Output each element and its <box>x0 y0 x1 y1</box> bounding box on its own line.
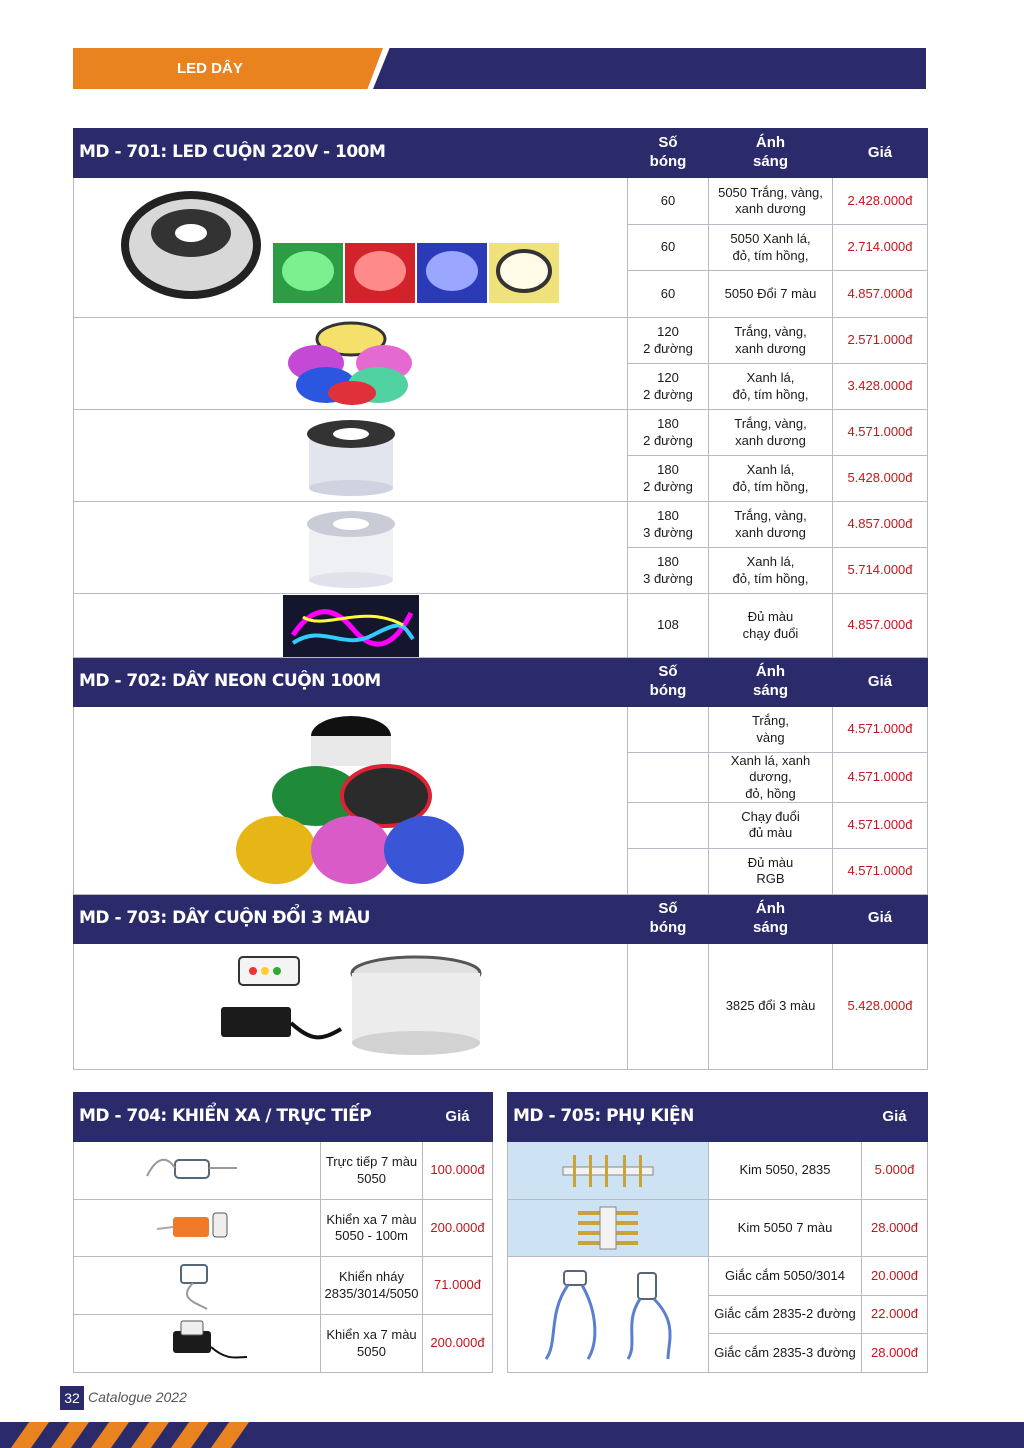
neon-reels-image <box>74 707 628 895</box>
three-color-reel-image <box>74 943 628 1069</box>
price: 71.000đ <box>423 1257 493 1315</box>
multicolor-reels-image <box>74 318 628 410</box>
section-header-bar <box>73 48 926 89</box>
price: 2.571.000đ <box>833 318 928 364</box>
table-row: Kim 5050 7 màu 28.000đ <box>508 1200 928 1257</box>
page-number: 32 <box>60 1386 84 1410</box>
price: 4.571.000đ <box>833 848 928 894</box>
table-row: 180 2 đường Xanh lá, đỏ, tím hồng, 5.428.000đ <box>74 456 928 502</box>
price: 3.428.000đ <box>833 364 928 410</box>
table-row: 3825 đổi 3 màu 5.428.000đ <box>74 943 928 1069</box>
md702-title: MD - 702: DÂY NEON CUỘN 100M <box>74 658 628 707</box>
price: 4.571.000đ <box>833 707 928 753</box>
price: 4.857.000đ <box>833 502 928 548</box>
md705-title: MD - 705: PHỤ KIỆN <box>508 1093 709 1142</box>
col-anh-sang: Ánh sáng <box>709 129 833 178</box>
price: 28.000đ <box>862 1334 928 1373</box>
table-row: 60 5050 Trắng, vàng, xanh dương 2.428.000đ <box>74 178 928 225</box>
price: 28.000đ <box>862 1200 928 1257</box>
price: 100.000đ <box>423 1142 493 1200</box>
catalogue-label: Catalogue 2022 <box>88 1389 187 1405</box>
table-row: Đủ màu RGB 4.571.000đ <box>74 848 928 894</box>
chasing-rope-light-image <box>74 594 628 658</box>
price: 5.428.000đ <box>833 943 928 1069</box>
connector-pins-image <box>508 1142 709 1200</box>
price: 5.714.000đ <box>833 548 928 594</box>
table-row: 180 3 đường Xanh lá, đỏ, tím hồng, 5.714.000đ <box>74 548 928 594</box>
md703-title: MD - 703: DÂY CUỘN ĐỔI 3 MÀU <box>74 894 628 943</box>
price: 200.000đ <box>423 1315 493 1373</box>
col-gia: Giá <box>833 129 928 178</box>
table-row: 120 2 đường Xanh lá, đỏ, tím hồng, 3.428.000đ <box>74 364 928 410</box>
table-row: Trực tiếp 7 màu 5050 100.000đ <box>74 1142 493 1200</box>
table-row: Giắc cắm 2835-3 đường 28.000đ <box>508 1334 928 1373</box>
price: 2.428.000đ <box>833 178 928 225</box>
table-row: 180 2 đường Trắng, vàng, xanh dương 4.571.000đ <box>74 410 928 456</box>
table-row: Khiển xa 7 màu 5050 200.000đ <box>74 1315 493 1373</box>
accessories-table: MD - 705: PHỤ KIỆN Giá Kim 5050, 2835 5.000đ Kim 5050 7 màu 28.000đ Giắc cắm 5050/3014 20.000đ Giắc cắm 2835-2 đường 22.000đ Giắc cắm 2835-3 đường 28.000đ <box>507 1092 928 1373</box>
price: 5.000đ <box>862 1142 928 1200</box>
price: 5.428.000đ <box>833 456 928 502</box>
table-row: 60 5050 Xanh lá, đỏ, tím hồng, 2.714.000đ <box>74 225 928 271</box>
led-strip-price-table: MD - 701: LED CUỘN 220V - 100M Số bóng Ánh sáng Giá 60 5050 Trắng, vàng, xanh dương 2.428.000đ 60 5050 Xanh lá, đỏ, tím hồng, 2.714.000đ 60 5050 Đổi 7 màu 4.857.000đ 120 2 đường Trắng, vàng, xanh dương 2.571.000đ 120 2 đường Xanh lá, đỏ, tím hồng, 3.428.000đ 180 2 đường Trắng, vàng, xanh dương 4.571.000đ 180 2 đường Xanh lá, đỏ, tím hồng, 5.428.000đ 180 3 đường Trắng, vàng, xanh dương 4.857.000đ 180 3 đường Xanh lá, đỏ, tím hồng, 5.714.000đ 108 Đủ màu chạy đuổi 4.857.000đ MD - 702: DÂY NEON CUỘN 100M Số bóng Ánh sáng Giá Trắng, vàng 4.571.000đ Xanh lá, xanh dương, đỏ, hồng 4.571.000đ Chạy đuổi đủ màu 4.571.000đ Đủ màu RGB 4.571.000đ MD - 703: DÂY CUỘN ĐỔI 3 MÀU Số bóng Ánh sáng Giá 3825 đổi 3 màu 5.428.000đ <box>73 128 928 1070</box>
table-row: Giắc cắm 2835-2 đường 22.000đ <box>508 1296 928 1334</box>
price: 4.571.000đ <box>833 802 928 848</box>
col-so-bong: Số bóng <box>628 129 709 178</box>
price: 200.000đ <box>423 1200 493 1257</box>
price: 4.857.000đ <box>833 271 928 318</box>
price: 4.857.000đ <box>833 594 928 658</box>
table-row: Khiển nháy 2835/3014/5050 71.000đ <box>74 1257 493 1315</box>
table-row: Chạy đuổi đủ màu 4.571.000đ <box>74 802 928 848</box>
double-row-reel-image <box>74 410 628 502</box>
section-title: LED DÂY <box>177 60 243 77</box>
table-row: 180 3 đường Trắng, vàng, xanh dương 4.857.000đ <box>74 502 928 548</box>
remote-controller-table: MD - 704: KHIỂN XA / TRỰC TIẾP Giá Trực tiếp 7 màu 5050 100.000đ Khiển xa 7 màu 5050 - 100m 200.000đ Khiển nháy 2835/3014/5050 71.000đ Khiển xa 7 màu 5050 200.000đ <box>73 1092 493 1373</box>
direct-controller-image <box>74 1142 321 1200</box>
remote-controller-image <box>74 1200 321 1257</box>
table-row: 108 Đủ màu chạy đuổi 4.857.000đ <box>74 594 928 658</box>
header-navy-band <box>373 48 926 89</box>
table-row: Giắc cắm 5050/3014 20.000đ <box>508 1257 928 1296</box>
table-row: Xanh lá, xanh dương, đỏ, hồng 4.571.000đ <box>74 753 928 803</box>
triple-row-reel-image <box>74 502 628 594</box>
rgb-pins-image <box>508 1200 709 1257</box>
black-remote-controller-image <box>74 1315 321 1373</box>
price: 2.714.000đ <box>833 225 928 271</box>
table-row: Trắng, vàng 4.571.000đ <box>74 707 928 753</box>
md704-title: MD - 704: KHIỂN XA / TRỰC TIẾP <box>74 1093 423 1142</box>
led-reel-product-image <box>74 178 628 318</box>
price: 22.000đ <box>862 1296 928 1334</box>
md701-title: MD - 701: LED CUỘN 220V - 100M <box>74 129 628 178</box>
price: 20.000đ <box>862 1257 928 1296</box>
price: 4.571.000đ <box>833 410 928 456</box>
price: 4.571.000đ <box>833 753 928 803</box>
table-row: Khiển xa 7 màu 5050 - 100m 200.000đ <box>74 1200 493 1257</box>
table-row: Kim 5050, 2835 5.000đ <box>508 1142 928 1200</box>
table-row: 120 2 đường Trắng, vàng, xanh dương 2.571.000đ <box>74 318 928 364</box>
table-row: 60 5050 Đổi 7 màu 4.857.000đ <box>74 271 928 318</box>
footer-stripes <box>0 1422 260 1448</box>
power-plug-connectors-image <box>508 1257 709 1373</box>
flash-controller-image <box>74 1257 321 1315</box>
